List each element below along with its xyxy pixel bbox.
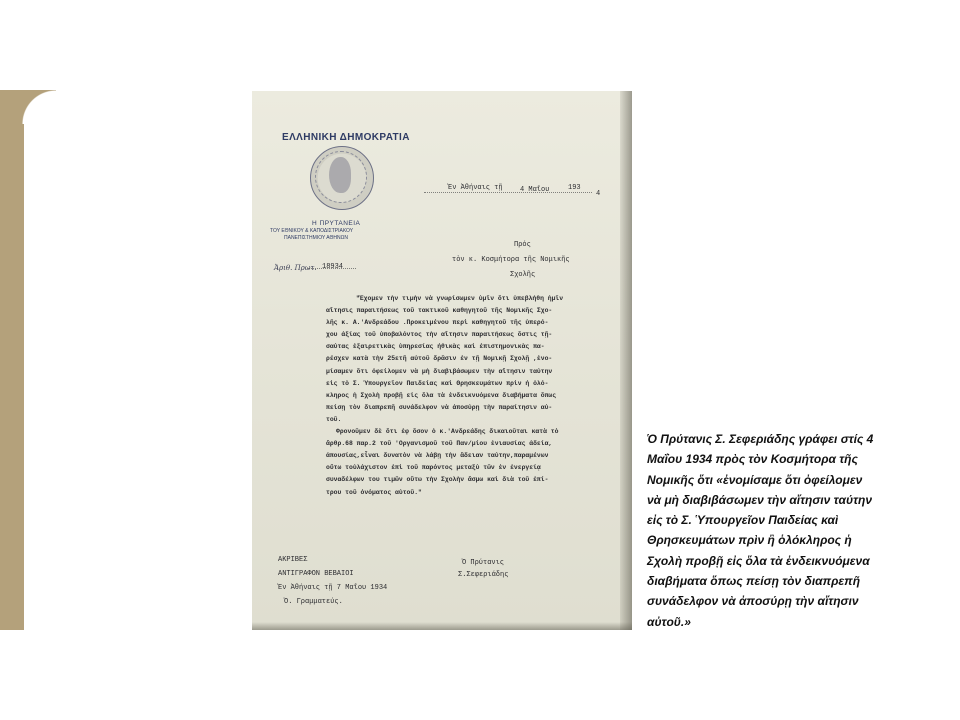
typed-letter (252, 91, 620, 630)
body-line: Φρονοῦμεν δὲ ὅτι ἐφ ὅσον ὁ κ.'Ανδρεάδης δικαιοῦται κατὰ τὸ (336, 428, 559, 436)
body-line: "Ἔχομεν τὴν τιμὴν νὰ γνωρίσωμεν ὑμῖν ὅτι ὑπεβλήθη ἡμῖν (356, 295, 564, 302)
photo-shadow-bottom (252, 622, 632, 630)
body-line: χου ἀξίας τοῦ ὑποβαλόντος τὴν αἴτησιν παραιτήσεως ὅστις τῇ- (326, 331, 553, 339)
caption-line: συνάδελφον νὰ ἀποσύρῃ τὴν αἴτησιν (647, 594, 859, 609)
letterhead-org-line2: ΤΟΥ ΕΘΝΙΚΟΥ & ΚΑΠΟΔΙΣΤΡΙΑΚΟΥ (270, 228, 354, 234)
accent-band (0, 90, 24, 630)
caption-line: Μαΐου 1934 πρὸς τὸν Κοσμήτορα τῆς (647, 452, 858, 467)
protocol-label: Ἀριθ. Πρωτ. (274, 264, 317, 272)
date-year-prefix: 193 (568, 184, 581, 192)
photo-shadow-right (620, 91, 632, 630)
body-line: λῆς κ. Α.'Ανδρεάδου .Προκειμένου περὶ καθηγητοῦ τῆς ὑπερό- (326, 319, 549, 327)
caption-line: Νομικῆς ὅτι «ἐνομίσαμε ὅτι ὀφείλομεν (647, 472, 863, 487)
date-prefix: Ἐν Ἀθήναις τῇ (448, 184, 503, 192)
seal-icon (310, 146, 374, 210)
date-day-month: 4 Μαΐου (520, 186, 550, 194)
caption-line: Ὁ Πρύτανις Σ. Σεφεριάδης γράφει στίς 4 (647, 432, 874, 446)
caption-line: εἰς τὸ Σ. Ὑπουργεῖον Παιδείας καὶ (647, 513, 839, 528)
recipient-line2: τὸν κ. Κοσμήτορα τῆς Νομικῆς (452, 256, 570, 264)
protocol-number: 18934 (322, 263, 344, 271)
certification-line4: Ὁ. Γραμματεύς. (284, 598, 343, 606)
document-photo (252, 91, 632, 630)
protocol-line (308, 268, 356, 269)
recipient-line1: Πρός (514, 241, 531, 249)
body-line: κληρος ἡ Σχολὴ προβῇ εἰς ὅλα τὰ ἐνδεικνυόμενα διαβήματα ὅπως (326, 391, 557, 399)
body-line: συναδέλφων του τιμῶν οὕτω τὴν Σχολὴν ἅσμω καὶ διὰ τοῦ ἐπί- (326, 476, 549, 484)
date-line (424, 192, 592, 194)
caption-line: Σχολὴ προβῇ εἰς ὅλα τὰ ἐνδεικνυόμενα (647, 553, 870, 568)
body-line: τοῦ. (326, 415, 342, 423)
caption-line: Θρησκευμάτων πρὶν ἢ ὁλόκληρος ἡ (647, 533, 852, 548)
body-line: εἰς τὸ Σ. Ὑπουργεῖον Παιδείας καὶ Θρησκευμάτων πρὶν ἡ ὁλό- (326, 379, 549, 387)
body-line: αἴτησις παραιτήσεως τοῦ τακτικοῦ καθηγητοῦ τῆς Νομικῆς Σχο- (326, 307, 553, 315)
certification-line1: ΑΚΡΙΒΕΣ (278, 556, 308, 564)
caption-line: διαβήματα ὅπως πείσῃ τὸν διαπρεπῆ (647, 574, 861, 589)
certification-line2: ΑΝΤΙΓΡΑΦΟΝ ΒΕΒΑΙΟΙ (278, 570, 354, 578)
body-line: πείσῃ τὸν διαπρεπῆ συνάδελφον νὰ ἀποσύρῃ τὴν παραίτησιν αὐ- (326, 403, 553, 411)
letterhead-org-line3: ΠΑΝΕΠΙΣΤΗΜΙΟΥ ΑΘΗΝΩΝ (284, 235, 348, 241)
body-line: μίσαμεν ὅτι ὀφείλομεν νὰ μὴ διαβιβάσωμεν τὴν αἴτησιν ταύτην (326, 367, 553, 375)
caption-line: αὐτοῦ.» (647, 614, 691, 629)
seal-portrait (329, 157, 351, 193)
letterhead-org-line1: Η ΠΡΥΤΑΝΕΙΑ (312, 220, 361, 227)
date-year-digit: 4 (596, 190, 601, 198)
slide-caption (647, 429, 927, 632)
recipient-line3: Σχολῆς (510, 271, 536, 279)
body-line: ἄρθρ.68 παρ.2 τοῦ 'Οργανισμοῦ τοῦ Παν/μίου ἐνιαυσίας ἀδεία, (326, 440, 553, 448)
signature-title: Ὁ Πρύτανις (462, 559, 505, 567)
signature-name: Σ.Σεφεριάδης (458, 571, 509, 579)
caption-line: νὰ μὴ διαβιβάσωμεν τὴν αἴτησιν ταύτην (647, 492, 872, 507)
letter-body (326, 293, 563, 499)
body-line: σαύτας ἐξαιρετικὰς ὑπηρεσίας ἠθικὰς καὶ ἐπιστημονικὰς πα- (326, 343, 545, 351)
body-line: ἀπουσίας,εἶναι δυνατὸν νὰ λάβῃ τὴν ἄδειαν ταύτην,παραμένων (326, 452, 549, 460)
body-line: ρέσχεν κατὰ τὴν 25ετῆ αὐτοῦ δρᾶσιν ἐν τῇ Νομικῇ Σχολῇ ,ἐνο- (326, 355, 553, 363)
accent-corner-curve (22, 90, 56, 124)
body-line: τρου τοῦ ὀνόματος αὐτοῦ." (326, 488, 422, 496)
certification-line3: Ἐν Ἀθήναις τῇ 7 Μαΐου 1934 (278, 584, 388, 592)
body-line: οὕτω τοὐλάχιστον ἐπὶ τοῦ παρόντος μεταξὺ τῶν ἐν ἐνεργείᾳ (326, 464, 541, 472)
letterhead-title: ΕΛΛΗΝΙΚΗ ΔΗΜΟΚΡΑΤΙΑ (282, 132, 410, 143)
